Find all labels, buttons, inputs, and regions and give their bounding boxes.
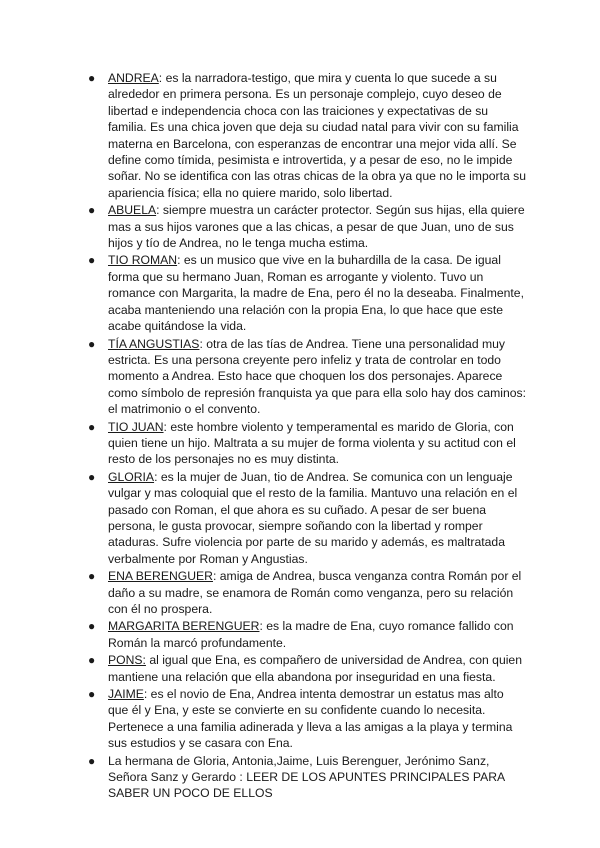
character-list	[88, 70, 526, 803]
list-item	[88, 70, 526, 201]
bullet-icon: ●	[88, 619, 96, 634]
character-description: La hermana de Gloria, Antonia,Jaime, Luis Berenguer, Jerónimo Sanz, Señora Sanz y Gerardo : LEER DE LOS APUNTES PRINCIPALES PARA SABER UN POCO DE ELLOS	[108, 753, 505, 801]
character-description: es la mujer de Juan, tio de Andrea. Se comunica con un lenguaje vulgar y mas coloquial que el resto de la familia. Mantuvo una relación en el pasado con Roman, el que ahora es su cuñado. A pesar de ser buena persona, le gusta provocar, siempre soñando con la libertad y romper ataduras. Sufre violencia por parte de su marido y además, es maltratada verbalmente por Roman y Angustias.	[108, 469, 518, 566]
name-separator: :	[154, 469, 161, 484]
bullet-icon: ●	[88, 253, 96, 268]
bullet-icon: ●	[88, 419, 96, 434]
name-separator: :	[199, 336, 207, 351]
character-name: TÍA ANGUSTIAS	[108, 336, 200, 351]
character-description: siempre muestra un carácter protector. Según sus hijas, ella quiere mas a sus hijos varones que a las chicas, a pesar de que Juan, uno de sus hijos y tío de Andrea, no le tenga mucha estima.	[108, 203, 525, 251]
character-description: este hombre violento y temperamental es marido de Gloria, con quien tiene un hijo. Maltrata a su mujer de forma violenta y su actitud con el resto de los personajes no es muy distinta.	[108, 419, 516, 467]
character-name: ANDREA	[108, 71, 159, 85]
list-item	[88, 469, 526, 567]
name-separator: :	[143, 687, 151, 702]
list-item	[88, 568, 526, 617]
character-description: es la narradora-testigo, que mira y cuenta lo que sucede a su alrededor en primera persona. Es un personaje complejo, cuyo deseo de libertad e independencia choca con las traiciones y expectativas de su familia. Es una chica joven que deja su ciudad natal para vivir con su familia materna en Barcelona, con esperanzas de encontrar una mejor vida allí. Se define como tímida, pesimista e introvertida, y a pesar de eso, no le impide soñar. No se identifica con las otras chicas de la obra ya que no le importa su apariencia física; ella no quiere marido, solo libertad.	[108, 71, 526, 200]
list-item	[88, 652, 526, 685]
bullet-icon: ●	[88, 336, 96, 351]
character-name: TIO ROMAN	[108, 253, 178, 268]
bullet-icon: ●	[88, 71, 96, 85]
name-separator: :	[212, 569, 220, 584]
bullet-icon: ●	[88, 753, 96, 768]
character-name: TIO JUAN	[108, 419, 164, 434]
name-separator: :	[163, 419, 171, 434]
character-name: JAIME	[108, 687, 144, 702]
list-item	[88, 686, 526, 752]
bullet-icon: ●	[88, 203, 96, 218]
bullet-icon: ●	[88, 569, 96, 584]
character-name: PONS:	[108, 653, 146, 668]
character-description: es la madre de Ena, cuyo romance fallido con Román la marcó profundamente.	[108, 619, 514, 650]
name-separator: :	[156, 203, 163, 218]
name-separator: :	[259, 619, 267, 634]
bullet-icon: ●	[88, 469, 96, 484]
character-name: ABUELA	[108, 203, 157, 218]
list-item	[88, 252, 526, 334]
bullet-icon: ●	[88, 653, 96, 668]
list-item	[88, 753, 526, 802]
character-description: es el novio de Ena, Andrea intenta demostrar un estatus mas alto que él y Ena, y este se convierte en su confidente cuando lo necesita. Pertenece a una familia adinerada y lleva a las amigas a la playa y termina sus estudios y se casara con Ena.	[108, 687, 513, 751]
list-item	[88, 419, 526, 468]
name-separator: :	[158, 71, 166, 85]
list-item	[88, 618, 526, 651]
name-separator: :	[177, 253, 184, 268]
list-item	[88, 202, 526, 251]
list-item	[88, 336, 526, 418]
character-description: al igual que Ena, es compañero de universidad de Andrea, con quien mantiene una relación que ella abandona por inseguridad en una fiesta.	[108, 653, 522, 684]
character-description: es un musico que vive en la buhardilla de la casa. De igual forma que su hermano Juan, Roman es arrogante y violento. Tuvo un romance con Margarita, la madre de Ena, pero él no la deseaba. Finalmente, acaba manteniendo una relación con la propia Ena, lo que hace que este acabe quitándose la vida.	[108, 253, 524, 334]
character-name: ENA BERENGUER	[108, 569, 213, 584]
character-name: MARGARITA BERENGUER	[108, 619, 260, 634]
character-description: otra de las tías de Andrea. Tiene una personalidad muy estricta. Es una persona creyente pero infeliz y trata de controlar en todo momento a Andrea. Esto hace que choquen los dos personajes. Aparece como símbolo de represión franquista ya que para ella solo hay dos caminos: el matrimonio o el convento.	[108, 336, 526, 417]
bullet-icon: ●	[88, 687, 96, 702]
character-name: GLORIA	[108, 469, 155, 484]
character-description: amiga de Andrea, busca venganza contra Román por el daño a su madre, se enamora de Román como venganza, pero su relación con él no prospera.	[108, 569, 522, 616]
